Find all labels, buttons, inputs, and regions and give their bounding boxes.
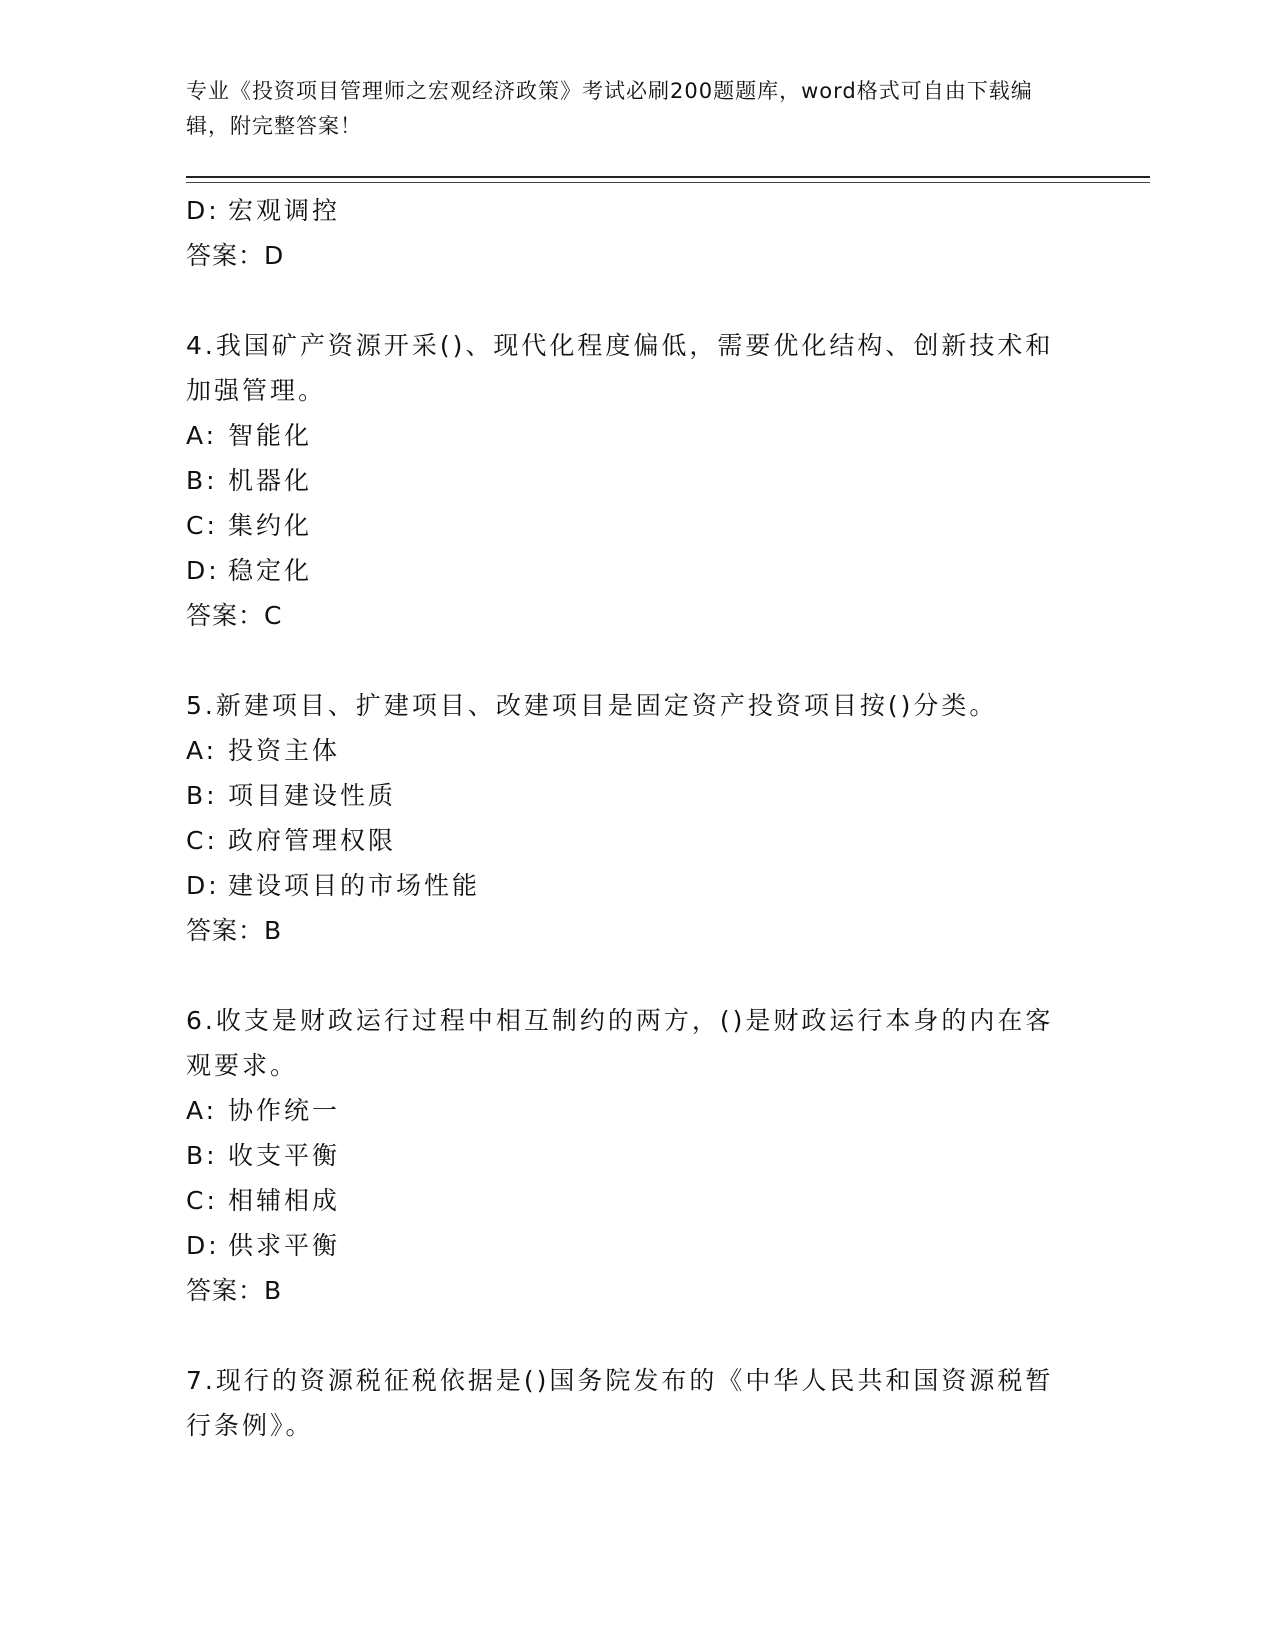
header-divider-thin [186, 182, 1150, 183]
option-b [186, 458, 1066, 503]
question-item [186, 998, 1066, 1313]
question-text: 7.现行的资源税征税依据是()国务院发布的《中华人民共和国资源税暂行条例》。 [186, 1366, 1054, 1440]
option-text: 协作统一 [228, 1096, 341, 1125]
option-key: A: [186, 736, 218, 765]
option-text: 投资主体 [228, 736, 341, 765]
question-text: 6.收支是财政运行过程中相互制约的两方，()是财政运行本身的内在客观要求。 [186, 1006, 1054, 1080]
question-text: 4.我国矿产资源开采()、现代化程度偏低，需要优化结构、创新技术和加强管理。 [186, 331, 1054, 405]
option-text: 机器化 [228, 466, 313, 495]
option-key: B: [186, 466, 218, 495]
option-a [186, 1088, 1066, 1133]
option-key: D: [186, 196, 220, 225]
option-b [186, 1133, 1066, 1178]
answer-line: 答案：B [186, 1276, 283, 1305]
option-text: 稳定化 [228, 556, 313, 585]
option-d [186, 863, 1066, 908]
option-key: B: [186, 1141, 218, 1170]
option-c [186, 818, 1066, 863]
option-a [186, 728, 1066, 773]
option-key: C: [186, 1186, 218, 1215]
question-item [186, 1358, 1066, 1448]
option-key: A: [186, 421, 218, 450]
question-text: 5.新建项目、扩建项目、改建项目是固定资产投资项目按()分类。 [186, 691, 998, 720]
option-key: D: [186, 1231, 220, 1260]
option-text: 收支平衡 [228, 1141, 341, 1170]
question-list [186, 188, 1066, 1448]
option-a [186, 413, 1066, 458]
answer-line: 答案：D [186, 241, 285, 270]
option-key: C: [186, 511, 218, 540]
option-text: 相辅相成 [228, 1186, 341, 1215]
option-c [186, 1178, 1066, 1223]
answer-line: 答案：C [186, 601, 283, 630]
option-b [186, 773, 1066, 818]
question-item [186, 323, 1066, 638]
option-d [186, 188, 1066, 233]
option-key: C: [186, 826, 218, 855]
option-text: 宏观调控 [228, 196, 341, 225]
option-text: 供求平衡 [228, 1231, 341, 1260]
option-d [186, 548, 1066, 593]
question-item [186, 683, 1066, 953]
option-d [186, 1223, 1066, 1268]
header-divider-thick [186, 176, 1150, 178]
document-header: 专业《投资项目管理师之宏观经济政策》考试必刷200题题库，word格式可自由下载编辑，附完整答案！ [186, 79, 1033, 138]
option-text: 集约化 [228, 511, 313, 540]
option-text: 政府管理权限 [228, 826, 397, 855]
option-key: A: [186, 1096, 218, 1125]
option-key: D: [186, 556, 220, 585]
option-text: 项目建设性质 [228, 781, 397, 810]
answer-line: 答案：B [186, 916, 283, 945]
option-key: B: [186, 781, 218, 810]
option-key: D: [186, 871, 220, 900]
option-text: 建设项目的市场性能 [228, 871, 481, 900]
option-text: 智能化 [228, 421, 313, 450]
option-c [186, 503, 1066, 548]
